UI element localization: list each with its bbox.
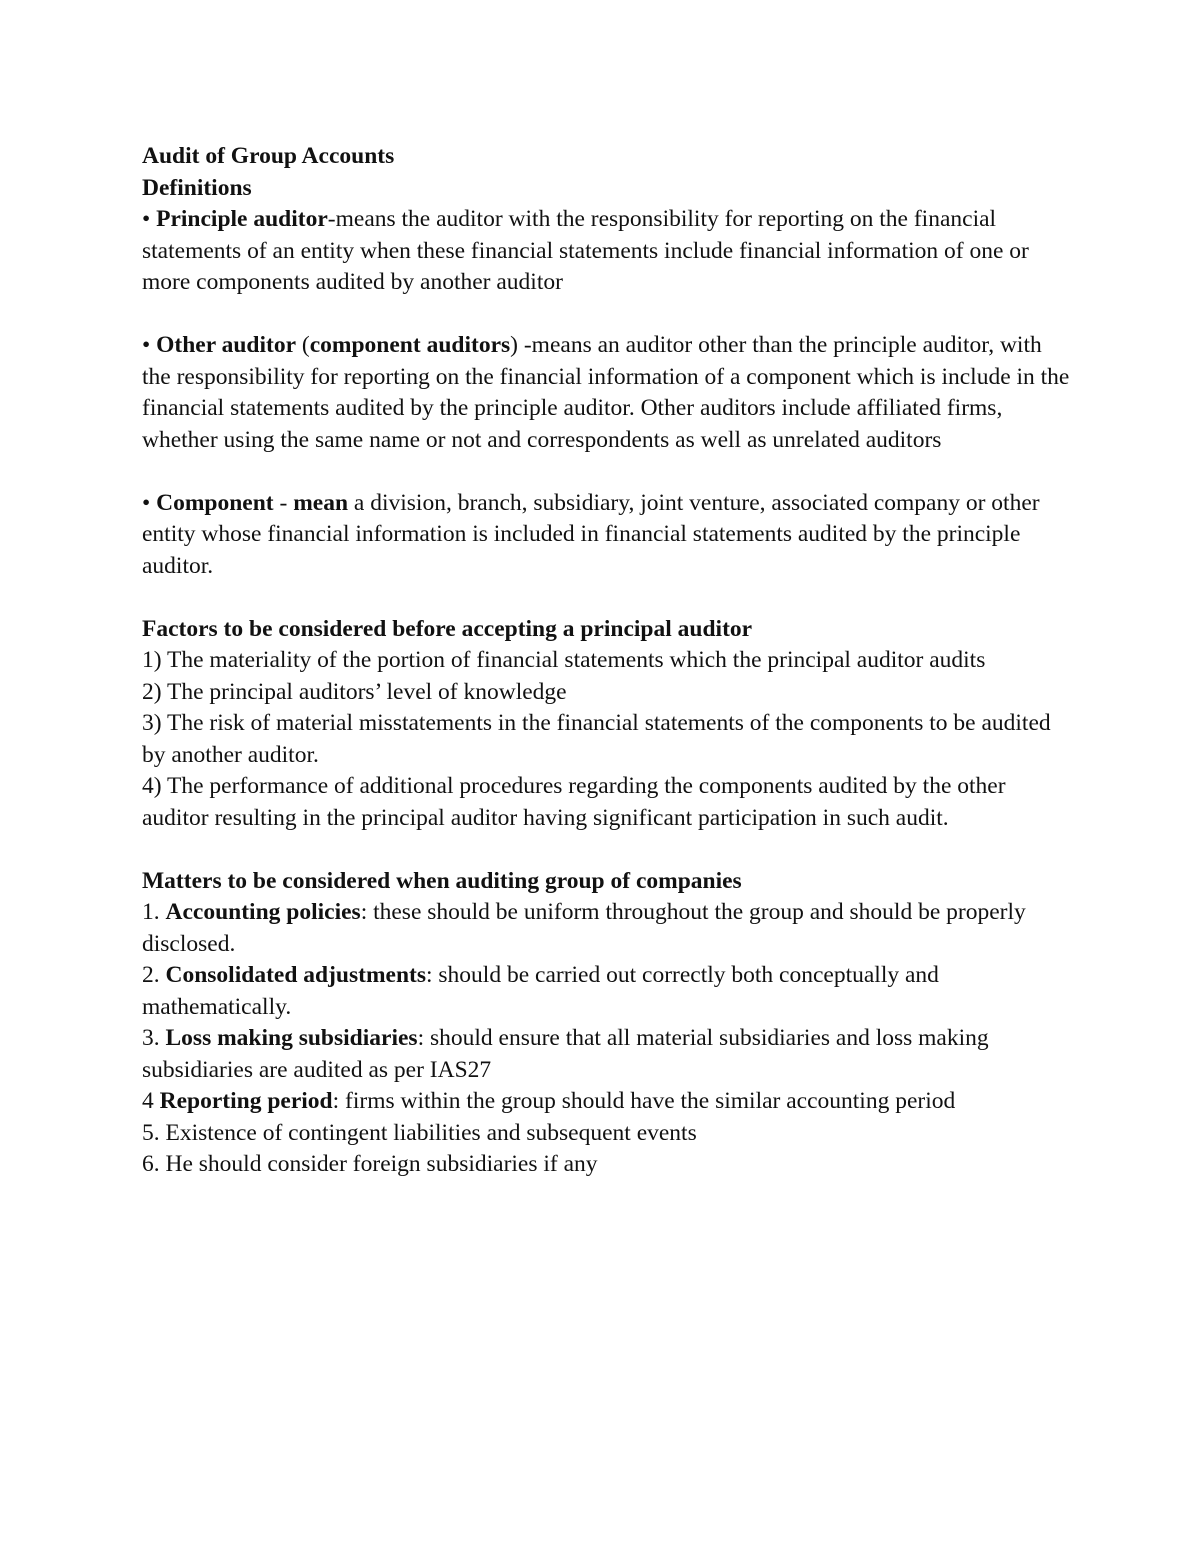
- definition-term: Other auditor: [156, 332, 297, 358]
- list-item: 6. He should consider foreign subsidiaries if any: [142, 1151, 598, 1177]
- definition-principle-auditor: • Principle auditor-means the auditor with the responsibility for reporting on the financial statements of an entity when these financial statements include financial information of one or more components audited by another auditor: [142, 206, 1029, 295]
- list-item: 4 Reporting period: firms within the group should have the similar accounting period: [142, 1088, 956, 1114]
- spacer: [142, 834, 1072, 866]
- factors-heading: Factors to be considered before accepting a principal auditor: [142, 615, 753, 642]
- list-item: 1) The materiality of the portion of financial statements which the principal auditor audits: [142, 647, 986, 673]
- definition-component: • Component - mean a division, branch, subsidiary, joint venture, associated company or other entity whose financial information is included in financial statements audited by the principle auditor.: [142, 489, 1040, 579]
- spacer: [142, 456, 1072, 488]
- spacer: [142, 299, 1072, 331]
- spacer: [142, 582, 1072, 614]
- matters-heading: Matters to be considered when auditing group of companies: [142, 867, 742, 894]
- list-item: 5. Existence of contingent liabilities and subsequent events: [142, 1119, 697, 1146]
- definition-term: mean: [293, 489, 349, 516]
- list-item: 4) The performance of additional procedures regarding the components audited by the other auditor resulting in the principal auditor having significant participation in such audit.: [142, 773, 1006, 831]
- list-item: 2. Consolidated adjustments: should be carried out correctly both conceptually and mathematically.: [142, 962, 939, 1020]
- document-page: [142, 141, 1072, 1181]
- definition-term: Component: [156, 489, 274, 516]
- definition-term: component auditors: [309, 332, 511, 358]
- document-title: Audit of Group Accounts: [142, 143, 395, 169]
- list-item: 3. Loss making subsidiaries: should ensure that all material subsidiaries and loss making subsidiaries are audited as per IAS27: [142, 1025, 989, 1083]
- definition-other-auditor: • Other auditor (component auditors) -means an auditor other than the principle auditor, with the responsibility for reporting on the financial information of a component which is include in the financial statements audited by the principle auditor. Other auditors include affiliated firms, whether using the same name or not and correspondents as well as unrelated auditors: [142, 332, 1070, 453]
- definition-term: Principle auditor: [156, 206, 328, 232]
- list-item: 2) The principal auditors’ level of knowledge: [142, 678, 567, 705]
- list-item: 1. Accounting policies: these should be uniform throughout the group and should be properly disclosed.: [142, 899, 1026, 957]
- definitions-heading: Definitions: [142, 174, 252, 201]
- list-item: 3) The risk of material misstatements in the financial statements of the components to be audited by another auditor.: [142, 710, 1051, 768]
